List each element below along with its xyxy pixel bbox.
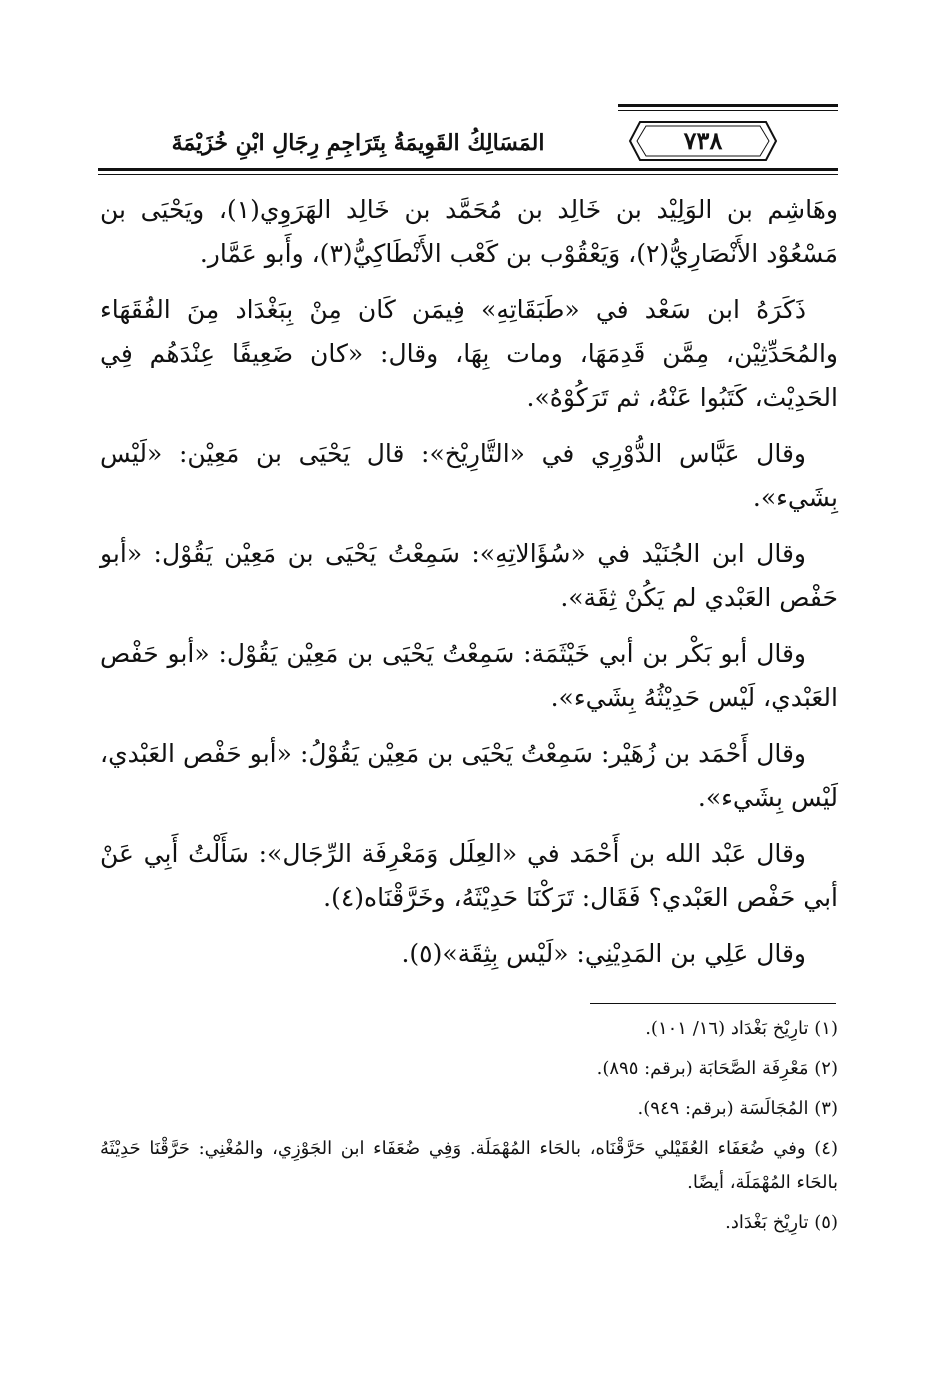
paragraph: وقال عَبْد الله بن أَحْمَد في «العِلَل وَمَعْرِفَة الرِّجَال»: سَأَلْتُ أَبِي عَنْ أبي حَفْص العَبْدي؟ فَقَال: تَرَكْنَا حَدِيْثَهُ، وخَرَّقْنَاه(٤).	[100, 839, 838, 912]
page-header	[98, 96, 838, 176]
paragraph: ذَكَرَهُ ابن سَعْد في «طَبَقَاتِهِ» فِيمَن كَان مِنْ بِبَغْدَاد مِنَ الفُقَهَاء والمُحَدِّثِيْن، مِمَّن قَدِمَهَا، ومات بِهَا، وقال: «كان ضَعِيفًا عِنْدَهُم فِي الحَدِيْث، كَتَبُوا عَنْهُ، ثم تَرَكُوْهُ».	[100, 295, 838, 412]
running-title: المَسَالِكُ القَوِيمَةُ بِتَرَاجِمِ رِجَالِ ابْنِ خُزَيْمَةَ	[171, 130, 545, 156]
footnote-item: (٢) مَعْرِفَة الصَّحَابَة (برقم: ٨٩٥).	[596, 1058, 838, 1079]
paragraph: وقال عَبَّاس الدُّوْرِي في «التَّارِيْخ»: قال يَحْيَى بن مَعِيْن: «لَيْس بِشَيء».	[100, 439, 838, 512]
paragraph: وقال أبو بَكْر بن أبي خَيْثَمَة: سَمِعْتُ يَحْيَى بن مَعِيْن يَقُوْل: «أبو حَفْص العَبْدي، لَيْس حَدِيْثُهُ بِشَيء».	[100, 639, 838, 712]
paragraph: وقال أَحْمَد بن زُهَيْر: سَمِعْتُ يَحْيَى بن مَعِيْن يَقُوْلُ: «أبو حَفْص العَبْدي، لَيْس بِشَيء».	[100, 739, 838, 812]
main-text	[100, 188, 838, 988]
header-rule-top	[618, 104, 838, 107]
paragraph-continuation: وهَاشِم بن الوَلِيْد بن خَالِد بن مُحَمَّد بن خَالِد الهَرَوِي(١)، ويَحْيَى بن مَسْعُوْد الأَنْصَارِيُّ(٢)، وَيَعْقُوْب بن كَعْب الأَنْطَاكِيُّ(٣)، وأَبو عَمَّار.	[100, 195, 838, 268]
header-rule-bottom	[98, 168, 838, 171]
paragraph: وقال عَلِي بن المَدِيْنِي: «لَيْس بِثِقَة»(٥).	[401, 939, 806, 968]
footnotes	[100, 1012, 838, 1246]
footnote-separator	[590, 1003, 836, 1004]
header-rule-bottom-thin	[98, 174, 838, 175]
page-number: ٧٣٨	[683, 126, 723, 155]
footnote-item: (٣) المُجَالَسَة (برقم: ٩٤٩).	[637, 1098, 838, 1119]
footnote-item: (٥) تارِيْخ بَغْدَاد.	[725, 1212, 838, 1233]
paragraph: وقال ابن الجُنَيْد في «سُؤَالاتِهِ»: سَمِعْتُ يَحْيَى بن مَعِيْن يَقُوْل: «أبو حَفْص العَبْدي لم يَكُنْ ثِقَة».	[100, 539, 838, 612]
footnote-item: (٤) وفي ضُعَفَاء العُقَيْلي حَرَّقْنَاه، بالحَاء المُهْمَلَة. وَفِي ضُعَفَاء ابن الجَوْزِي، والمُغْنِي: حَرَّقْنَا حَدِيْثَهُ بالحَاء المُهْمَلَة، أيضًا.	[100, 1138, 838, 1193]
footnote-item: (١) تارِيْخ بَغْدَاد (١٦/ ١٠١).	[645, 1018, 838, 1039]
page-number-frame	[628, 120, 778, 162]
header-rule-top-thin	[618, 110, 838, 111]
